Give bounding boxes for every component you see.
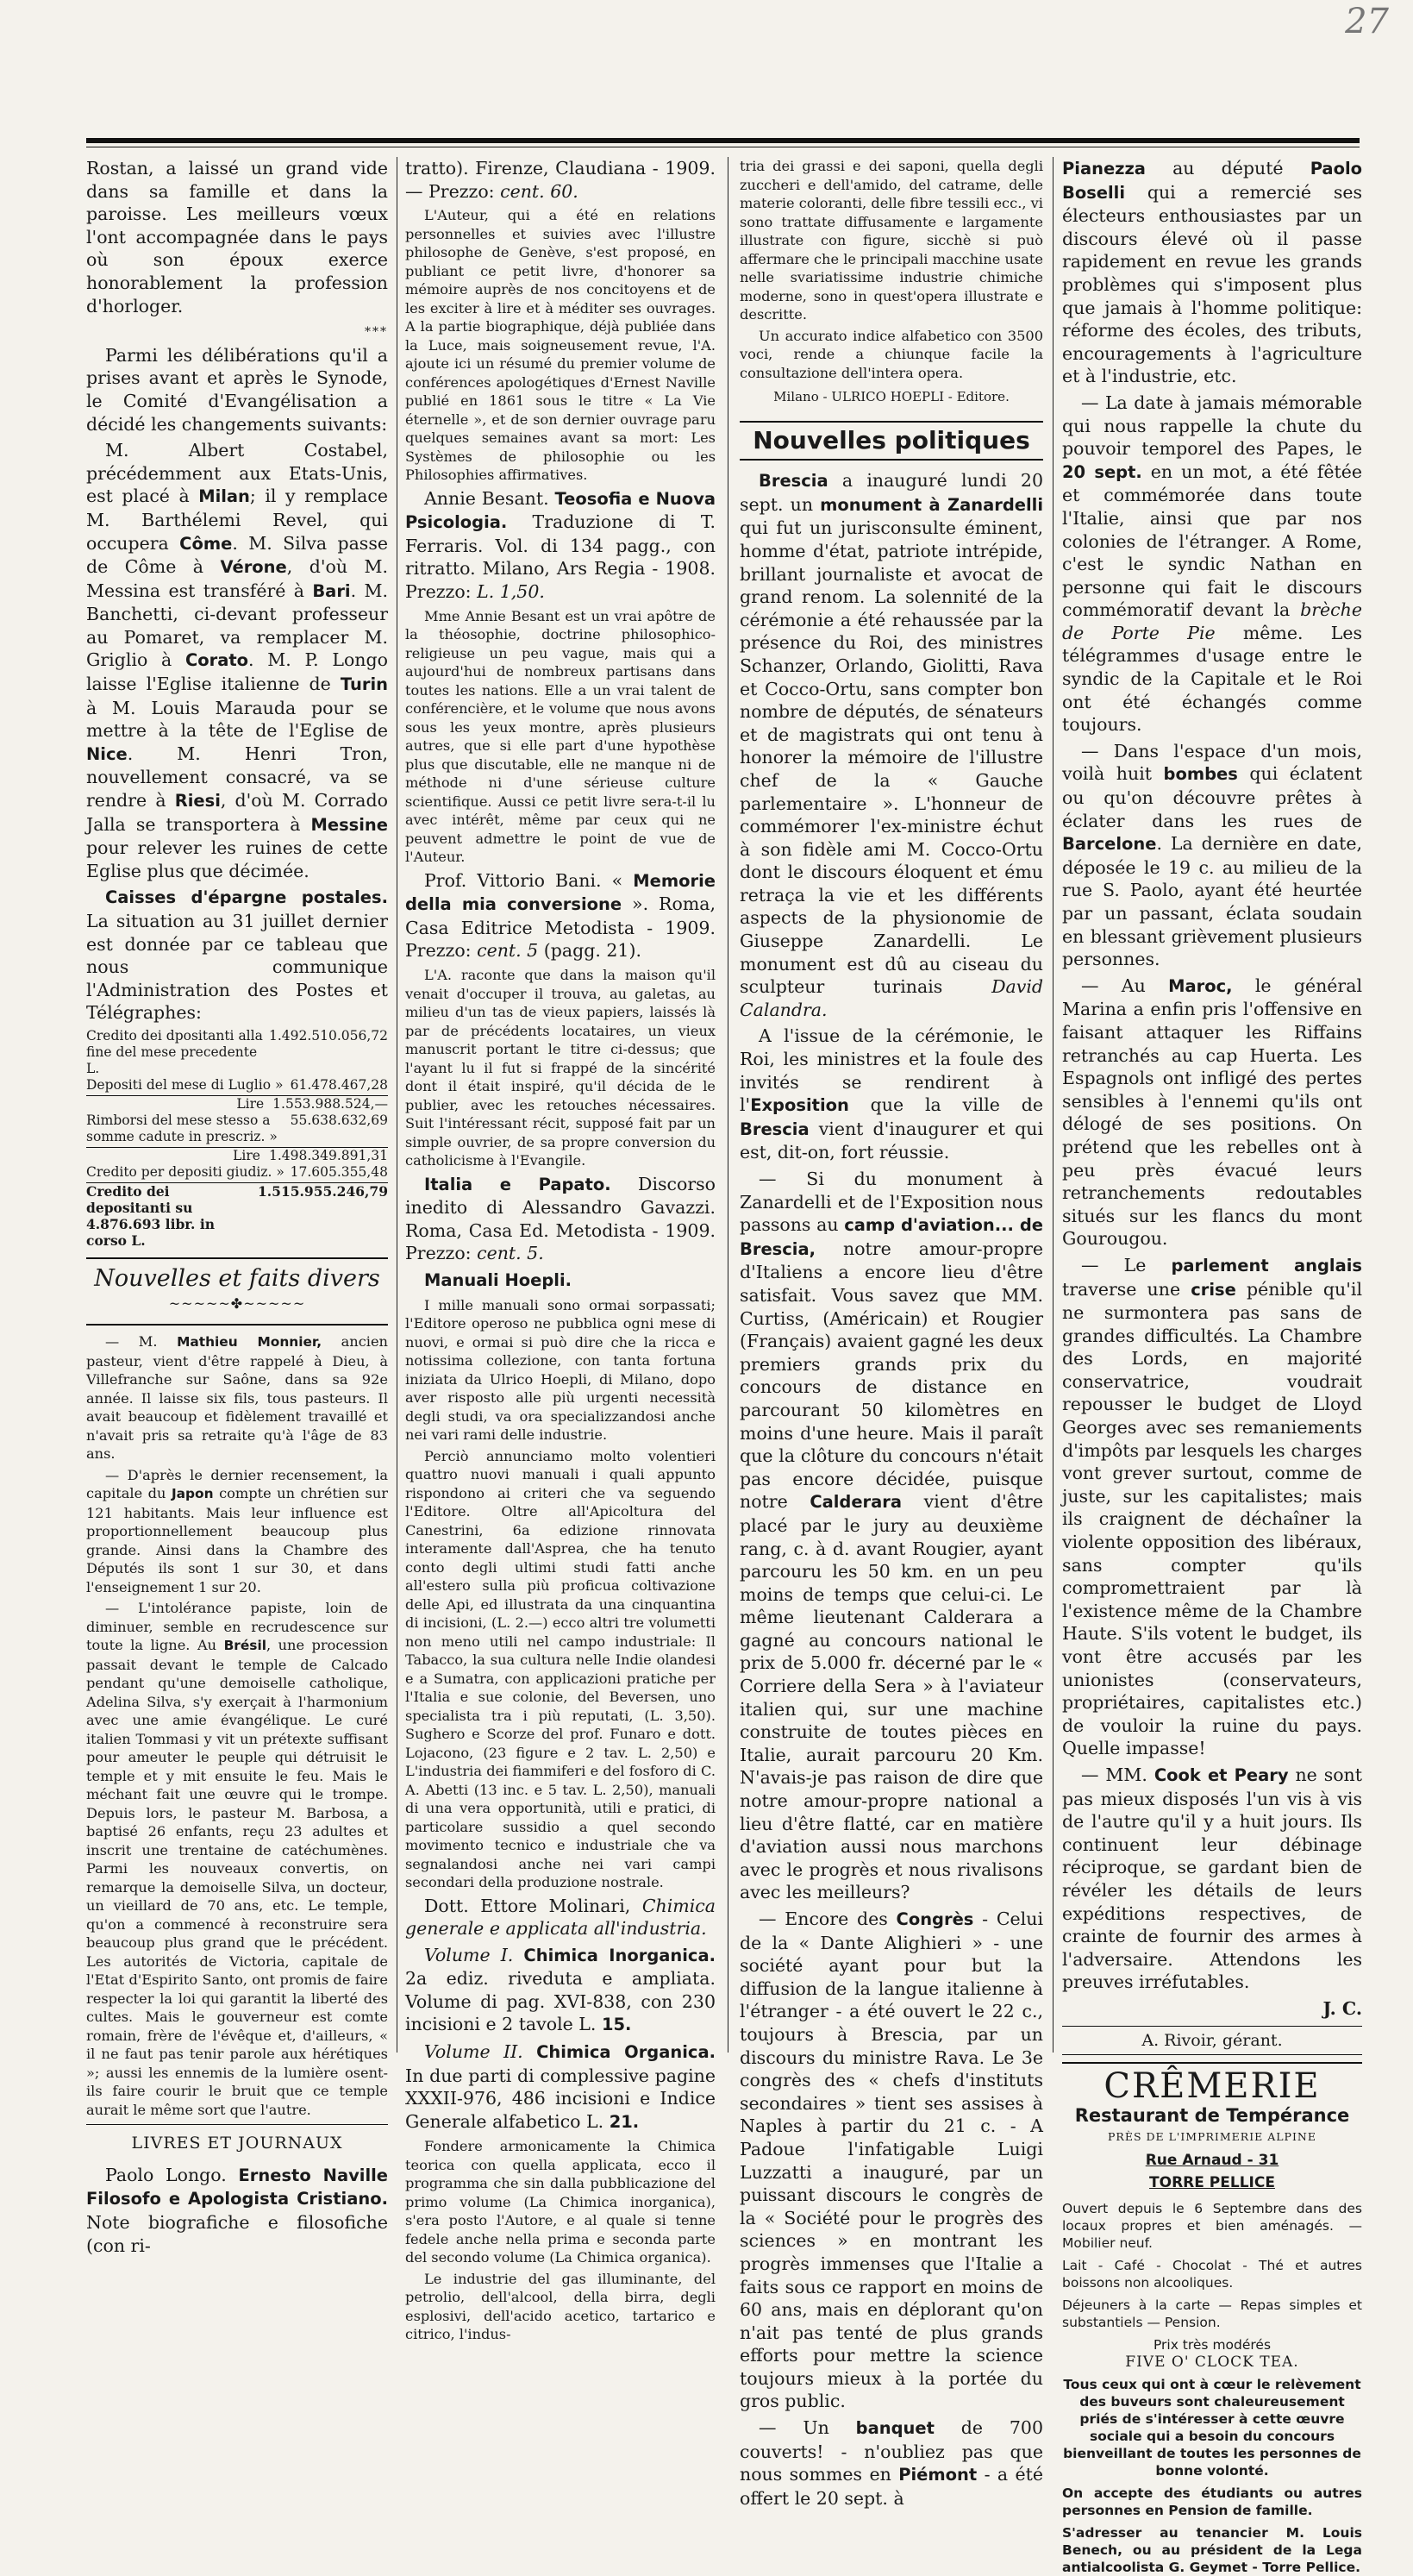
- advert-title: CRÊMERIE: [1104, 2066, 1321, 2107]
- review: Perciò annunciamo molto volentieri quattro nuovi manuali i quali appunto rispondono ai criteri che va seguendo l'Editore. Oltre all'Apicoltura del Canestrini, 6a edizione rinnovata interamente dall'Asprea, che ha tenuto conto degli ultimi studi fatti anche all'estero sulla più proficua coltivazione delle Api, ed illustrata da una cinquantina di incisioni, (L. 2.—) ecco altri tre volumetti non meno utili nel campo industriale: Il Tabacco, la sua cultura nelle Indie olandesi e a Sumatra, con applicazioni pratiche per l'Italia e sue colonie, del Beversen, uno specialista tra i più reputati, (L. 3,50). Sughero e Scorze del prof. Funaro e dott. Lojacono, (23 figure e 2 tav. L. 2,50) e L'industria dei fiammiferi e del fosforo di C. A. Abetti (13 inc. e 5 tav. L. 2,50), manuali di una vera opportunità, utili e pratici, di particolare sussidio a quel secondo movimento tecnico e industriale che va segnalandosi anche nei vari campi secondari della produzione nostrale.: [405, 1447, 716, 1890]
- review: Fondere armonicamente la Chimica teorica con quella applicata, ecco il programma che sin dalla pubblicazione del primo volume (La Chimica inorganica), s'era posto l'Autore, e al quale si tenne fedele anche nella prima e seconda parte del secondo volume (La Chimica organica).: [405, 2138, 716, 2266]
- advert-subtitle: Restaurant de Tempérance: [1074, 2105, 1350, 2127]
- news-item: — Au Maroc, le général Marina a enfin pris l'offensive en faisant attaquer les Riffains retranchés au cap Huerta. Les Espagnols ont infligé des pertes sensibles à l'ennemi qu'ils ont délogé de ses positions. On prétend que les rebelles ont à peu près évacué leurs retranchements redoutables situés sur les flancs du mont Gourougou.: [1062, 975, 1362, 1250]
- column-1: [86, 157, 389, 2256]
- signature: J. C.: [1322, 1997, 1362, 2019]
- column-3: [740, 157, 1044, 2509]
- section-title: Nouvelles politiques: [740, 421, 1043, 461]
- table-row: Lire 1.498.349.891,31: [86, 1147, 388, 1164]
- review: L'A. raconte que dans la maison qu'il venait d'occuper il trouva, au galetas, au milieu d'un tas de vieux papiers, laissés là par de précédents locataires, un vieux manuscrit portant le titre ci-dessus; que l'ayant lu il fut si frappé de la sincérité dont il était inspiré, qu'il décida de le publier, avec les retouches nécessaires. Suit l'intéressant récit, supposé fait par un simple ouvrier, de sa propre conversion du catholicisme à l'Evangile.: [405, 967, 716, 1169]
- review: Un accurato indice alfabetico con 3500 voci, rende a chiunque facile la consultazione dell'intera opera.: [740, 327, 1043, 381]
- news-item: — Le parlement anglais traverse une crise pénible qu'il ne surmontera pas sans de grandes difficultés. La Chambre des Lords, en majorité conservatrice, voudrait repousser le budget de Lloyd Georges avec ses remaniements d'impôts par lesquels les charges vont grever surtout, comme de juste, sur les capitalistes; mais ils craignent de déchaîner la violente opposition des libéraux, sans compter qu'ils compromettraient par là l'existence même de la Chambre Haute. S'ils votent le budget, ils vont être accusés par les unionistes (conservateurs, propriétaires, capitalistes etc.) de vouloir la ruine du pays. Quelle impasse!: [1062, 1254, 1363, 1759]
- savings-table: [86, 1028, 388, 1249]
- news-item: — D'après le dernier recensement, la capitale du Japon compte un chrétien sur 121 habitants. Mais leur influence est proportionnellement beaucoup plus grande. Ainsi dans la Chambre des Députés ils sont 1 sur 30, et dans l'enseignement 1 sur 20.: [86, 1466, 388, 1595]
- review: L'Auteur, qui a été en relations personnelles et suivies avec l'illustre philosophe de Genève, s'est proposé, en publiant ce petit livre, d'honorer sa mémoire auprès de nos concitoyens et de les exciter à lire et à méditer ses ouvrages. A la partie biographique, déjà publiée dans la Luce, mais soigneusement revue, l'A. ajoute ici un résumé du premier volume de conférences apologétiques d'Ernest Naville publié en 1861 sous le titre « La Vie éternelle », et de son dernier ouvrage paru quelques semaines avant sa mort: Les Systèmes de philosophie ou les Philosophies affirmatives.: [405, 207, 716, 484]
- book-entry: Prof. Vittorio Bani. « Memorie della mia conversione ». Roma, Casa Editrice Metodista - 1909. Prezzo: cent. 5 (pagg. 21).: [405, 869, 716, 962]
- news-item: — M. Mathieu Monnier, ancien pasteur, vient d'être rappelé à Dieu, à Villefranche sur Saône, dans sa 92e année. Il laisse six fils, tous pasteurs. Il avait beaucoup et fidèlement travaillé et n'avait pris sa retraite qu'à l'âge de 83 ans.: [86, 1333, 388, 1463]
- news-item: Brescia a inauguré lundi 20 sept. un monument à Zanardelli qui fut un jurisconsulte éminent, homme d'état, patriote intrépide, brillant journaliste et avocat de grand renom. La solennité de la cérémonie a été rehaussée par la présence du Roi, des ministres Schanzer, Orlando, Giolitti, Rava et Cocco-Ortu, sans compter bon nombre de députés, de sénateurs et de magistrats qui ont tenu à honorer la mémoire de l'illustre chef de la « Gauche parlementaire ». L'honneur de commémorer l'ex-ministre échut à son fidèle ami M. Cocco-Ortu dont le discours éloquent et ému retraça la vie et les différents aspects de la physionomie de Giuseppe Zanardelli. Le monument est dû au ciseau du sculpteur turinais David Calandra.: [740, 470, 1043, 1020]
- table-row: Depositi del mese di Luglio » 61.478.467,28: [86, 1076, 388, 1093]
- manuali-title: Manuali Hoepli.: [424, 1269, 572, 1290]
- advert-town: TORRE PELLICE: [1149, 2174, 1275, 2192]
- review: Mme Annie Besant est un vrai apôtre de la théosophie, doctrine philosophico-religieuse un peu vague, mais qui a aujourd'hui de nombreux partisans dans toutes les nations. Elle a un vrai talent de conférencière, et le volume que nous avons sous les yeux montre, après plusieurs autres, que si elle part d'une hypothèse plus que discutable, elle ne manque ni de méthode ni d'une sérieuse culture scientifique. Aussi ce petit livre sera-t-il lu avec intérêt, même par ceux qui ne peuvent admettre le point de vue de l'Auteur.: [405, 607, 716, 866]
- book-entry: Volume I. Chimica Inorganica. 2a ediz. riveduta e ampliata. Volume di pag. XVI-838, con 230 incisioni e 2 tavole L. 15.: [405, 1944, 716, 2035]
- table-row: Credito per depositi giudiz. » 17.605.355,48: [86, 1163, 388, 1180]
- book-entry: tratto). Firenze, Claudiana - 1909. — Prezzo: cent. 60.: [405, 158, 716, 202]
- publisher-line: Milano - ULRICO HOEPLI - Editore.: [773, 389, 1010, 404]
- book-entry: Annie Besant. Teosofia e Nuova Psicologia. Traduzione di T. Ferraris. Vol. di 134 pagg., con ritratto. Milano, Ars Regia - 1908. Prezzo: L. 1,50.: [405, 487, 716, 603]
- separator-stars: ***: [365, 325, 388, 340]
- advert-body: Ouvert depuis le 6 Septembre dans des locaux propres et bien aménagés. — Mobilier neuf. Lait - Café - Chocolat - Thé et autres boissons non alcooliques. Déjeuners à la carte — Repas simples et substantiels — Pension. Prix très modérés FIVE O' CLOCK TEA. Tous ceux qui ont à cœur le relèvement des buveurs sont chaleureusement priés de s'intéresser à cette œuvre sociale qui a besoin du concours bienveillant de toutes les personnes de bonne volonté. On accepte des étudiants ou autres personnes en Pension de famille. S'adresser au tenancier M. Louis Benech, ou au président de la Lega antialcoolista G. Geymet - Torre Pellice.: [1062, 2200, 1362, 2575]
- news-item: — La date à jamais mémorable qui nous rappelle la chute du pouvoir temporel des Papes, le 20 sept. en un mot, a été fêtée et commémorée dans toute l'Italie, ainsi que par nos colonies de l'étranger. A Rome, c'est le syndic Nathan en personne qui fait le discours commémoratif devant la brèche de Porte Pie même. Les télégrammes d'usage entre le syndic de la Capitale et le Roi ont été échangés comme toujours.: [1062, 392, 1362, 736]
- news-item: — Un banquet de 700 couverts! - n'oubliez pas que nous sommes en Piémont - a été offert le 20 sept. à: [740, 2417, 1044, 2509]
- caisses-title: Caisses d'épargne postales.: [105, 887, 388, 908]
- advert-location: PRÈS DE L'IMPRIMERIE ALPINE: [1108, 2130, 1316, 2144]
- news-item: — MM. Cook et Peary ne sont pas mieux disposés l'un vis à vis de l'autre qu'il y a huit jours. Ils continuent leur débinage réciproque, se gardant bien de révéler les détails de leurs expéditions respectives, de crainte de fournir des armes à l'adversaire. Attendons les preuves irréfutables.: [1062, 1764, 1362, 1993]
- news-item: A l'issue de la cérémonie, le Roi, les ministres et la foule des invités se rendirent à l'Exposition que la ville de Brescia vient d'inaugurer et qui est, dit-on, fort réussie.: [740, 1025, 1043, 1163]
- cremerie-advert: [1062, 2062, 1362, 2195]
- table-row: Lire 1.553.988.524,—: [86, 1095, 388, 1113]
- news-item: Pianezza au député Paolo Boselli qui a remercié ses électeurs enthousiastes par un discours élevé où il passe rapidement en revue les grands problèmes qui s'imposent plus que jamais à l'homme politique: réforme des écoles, des tributs, encouragements à l'agriculture et à l'industrie, etc.: [1062, 158, 1362, 387]
- book-entry: Volume II. Chimica Organica. In due parti di complessive pagine XXXII-976, 486 incisioni e Indice Generale alfabetico L. 21.: [405, 2041, 716, 2132]
- paragraph: Rostan, a laissé un grand vide dans sa famille et dans la paroisse. Les meilleurs vœux l'ont accompagnée dans le pays où son époux exerce honorablement la profession d'horloger.: [86, 158, 388, 317]
- paragraph: Parmi les délibérations qu'il a prises avant et après le Synode, le Comité d'Evangélisation a décidé les changements suivants:: [86, 344, 388, 435]
- table-row: Credito dei depositanti su 4.876.693 libr. in corso L. 1.515.955.246,79: [86, 1182, 388, 1249]
- page-number: 27: [1345, 2, 1389, 41]
- changements-paragraph: M. Albert Costabel, précédemment aux Etats-Unis, est placé à Milan; il y remplace M. Barthélemi Revel, qui occupera Côme. M. Silva passe de Côme à Vérone, d'où M. Messina est transféré à Bari. M. Banchetti, ci-devant professeur au Pomaret, va remplacer M. Griglio à Corato. M. P. Longo laisse l'Eglise italienne de Turin à M. Louis Marauda pour se mettre à la tête de l'Eglise de Nice. M. Henri Tron, nouvellement consacré, va se rendre à Riesi, d'où M. Corrado Jalla se transportera à Messine pour relever les ruines de cette Eglise plus que décimée.: [86, 440, 388, 881]
- gerant-line: A. Rivoir, gérant.: [1062, 2026, 1362, 2056]
- news-item: — Si du monument à Zanardelli et de l'Exposition nous passons au camp d'aviation... de Brescia, notre amour-propre d'Italiens a encore lieu d'être satisfait. Vous savez que MM. Curtiss, (Américain) et Rougier (Français) avaient gagné les deux premiers grands prix du concours de distance en parcourant 50 kilomètres en moins d'une heure. Mais il paraît que la clôture du concours n'était pas encore décidée, puisque notre Calderara vient d'être placé par le jury au deuxième rang, c. à d. avant Rougier, ayant parcouru les 50 km. en un peu moins de temps que celui-ci. Le même lieutenant Calderara a gagné au concours national le prix de 5.000 fr. décerné par le « Corriere della Sera » à l'aviateur italien qui, sur une machine construite de toutes pièces en Italie, aurait parcouru 20 Km. N'avais-je pas raison de dire que notre amour-propre national a lieu d'être flatté, car en matière d'aviation aussi nous marchons avec le progrès et nous rivalisons avec les meilleurs?: [740, 1169, 1043, 1903]
- column-2: [405, 157, 716, 2343]
- livres-title: LIVRES ET JOURNAUX: [86, 2124, 388, 2155]
- review: tria dei grassi e dei saponi, quella degli zuccheri e dell'amido, del catrame, delle materie coloranti, delle fibre tessili ecc., vi sono trattate diffusamente e largamente illustrate con figure, sicchè si può affermare che le principali macchine usate nelle svariatissime industrie chimiche moderne, sono in quest'opera illustrate e descritte.: [740, 158, 1043, 323]
- news-item: — Dans l'espace d'un mois, voilà huit bombes qui éclatent ou qu'on découvre prêtes à éclater dans les rues de Barcelone. La dernière en date, déposée le 19 c. au milieu de la rue S. Paolo, ayant été heurtée par un passant, éclata soudain en blessant grièvement plusieurs personnes.: [1062, 740, 1362, 970]
- review: I mille manuali sono ormai sorpassati; l'Editore operoso ne pubblica ogni mese di nuovi, e ormai si può dire che la ricca e notissima collezione, con tanta fortuna iniziata da Ulrico Hoepli, di Milano, dopo aver risposto alle più urgenti necessità degli studi, va ora specializzandosi anche nei vari rami delle industrie.: [405, 1296, 716, 1443]
- book-entry: Paolo Longo. Ernesto Naville Filosofo e Apologista Cristiano. Note biografiche e filosofiche (con ri-: [86, 2164, 389, 2256]
- book-entry: Dott. Ettore Molinari, Chimica generale e applicata all'industria.: [405, 1895, 716, 1940]
- news-item: — L'intolérance papiste, loin de diminuer, semble en recrudescence sur toute la ligne. Au Brésil, une procession passait devant le temple de Calcado pendant qu'une demoiselle catholique, Adelina Silva, s'y exerçait à l'harmonium avec une amie évangélique. Le curé italien Tommasi y vit un prétexte suffisant pour ameuter le peuple qui détruisit le temple et y mit ensuite le feu. Mais le méchant fait une œuvre qui le trompe. Depuis lors, le pasteur M. Barbosa, a baptisé 26 enfants, reçu 23 adultes et inscrit une trentaine de catéchumènes. Parmi les nouveaux convertis, on remarque la demoiselle Silva, un docteur, un vieillard de 70 ans, etc. Le temple, qu'on a commencé à reconstruire sera beaucoup plus grand que le précédent. Les autorités de Victoria, capitale de l'Etat d'Espirito Santo, ont promis de faire respecter la loi qui garantit la liberté des cultes. Mais le gouverneur est comte romain, frère de l'évêque et, d'ailleurs, « il ne faut pas tenir parole aux hérétiques »; aussi les ennemis de la lumière osent-ils faire courir le bruit que ce temple aurait le même sort que l'autre.: [86, 1600, 389, 2118]
- top-rule: [86, 138, 1360, 143]
- table-row: Rimborsi del mese stesso a somme cadute in prescriz. » 55.638.632,69: [86, 1112, 388, 1144]
- book-entry: Italia e Papato. Discorso inedito di Alessandro Gavazzi. Roma, Casa Ed. Metodista - 1909. Prezzo: cent. 5.: [405, 1173, 716, 1264]
- section-title: Nouvelles et faits divers: [94, 1264, 380, 1292]
- review: Le industrie del gas illuminante, del petrolio, dell'alcool, della birra, degli esplosivi, dell'acido acetico, tartarico e citrico, l'indus-: [405, 2270, 716, 2343]
- news-item: — Encore des Congrès - Celui de la « Dante Alighieri » - une société ayant pour but la diffusion de la langue italienne à l'étranger - a été ouvert le 22 c., toujours à Brescia, par un discours du ministre Rava. Le 3e congrès des « chefs d'instituts secondaires » tient ses assises à Naples à partir du 21 c. - A Padoue l'infatigable Luigi Luzzatti a inauguré, par un puissant discours le congrès de la « Société pour le progrès des sciences » en montrant les progrès immenses que l'Italie a faits sous ce rapport en moins de 60 ans, mais en déplorant qu'on n'ait pas tenté de plus grands efforts pour mettre la science toujours mieux à la portée du gros public.: [740, 1908, 1044, 2412]
- ornament: ~~~~~✤~~~~~: [168, 1294, 306, 1312]
- advert-address: Rue Arnaud - 31: [1145, 2151, 1279, 2169]
- nouvelles-header: [86, 1257, 388, 1326]
- caisses-paragraph: Caisses d'épargne postales. La situation au 31 juillet dernier est donnée par ce tableau que nous communique l'Administration des Postes et Télégraphes:: [86, 887, 388, 1024]
- table-row: Credito dei dpositanti alla fine del mese precedente L. 1.492.510.056,72: [86, 1027, 388, 1076]
- column-4: [1062, 157, 1363, 2575]
